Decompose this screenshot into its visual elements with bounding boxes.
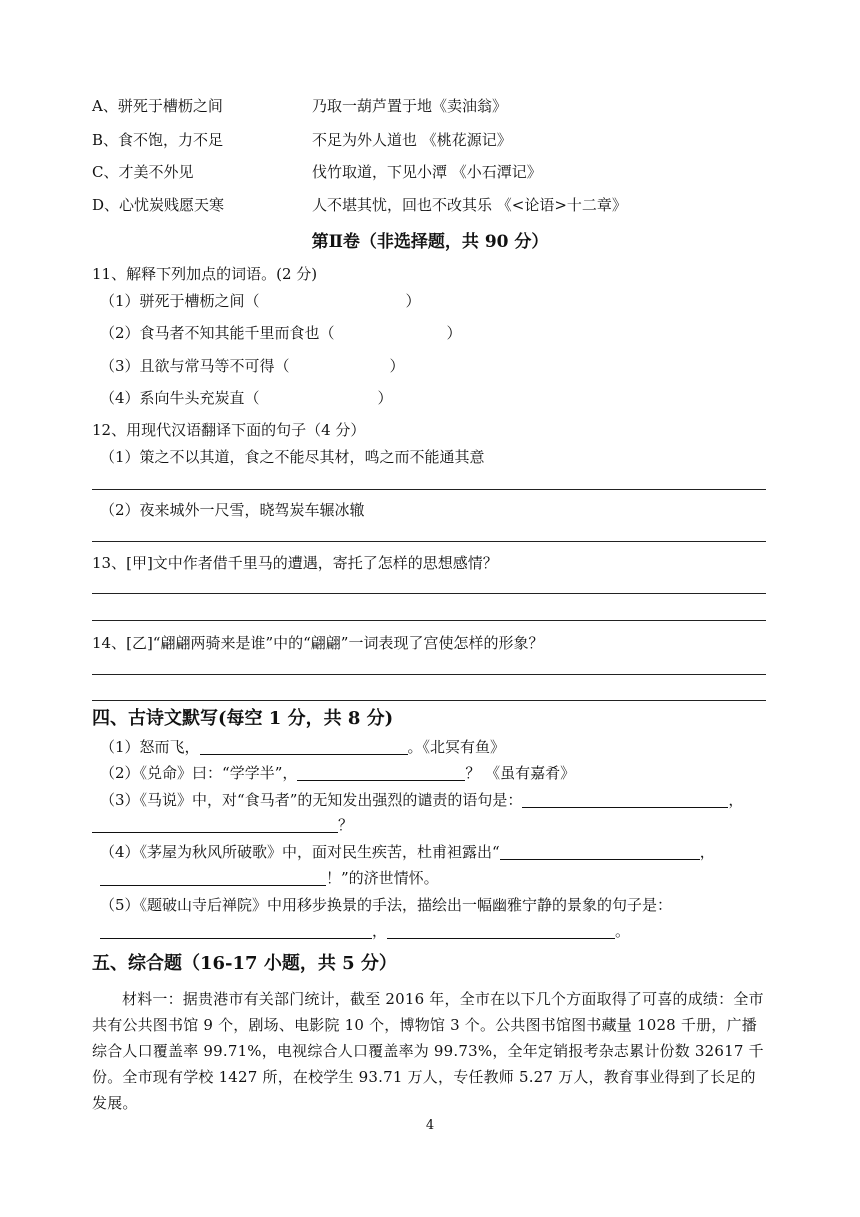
q11-item-4 bbox=[100, 388, 393, 408]
s4-l1-blank[interactable] bbox=[200, 738, 408, 755]
q13-answer-line-2[interactable] bbox=[92, 620, 766, 621]
q11-item-4-close: ） bbox=[377, 389, 393, 407]
q11-item-1-text: （1）骈死于槽枥之间（ bbox=[100, 292, 260, 310]
s4-line-3 bbox=[100, 790, 743, 810]
q12-answer-line-1[interactable] bbox=[92, 489, 766, 490]
option-b-left: B、食不饱，力不足 bbox=[92, 131, 224, 149]
s4-l5-blank-2[interactable] bbox=[387, 922, 615, 939]
s4-l2-suffix: ？ 《虽有嘉肴》 bbox=[465, 764, 576, 782]
q12-answer-line-2[interactable] bbox=[92, 541, 766, 542]
s4-line-5: （5）《题破山寺后禅院》中用移步换景的手法，描绘出一幅幽雅宁静的景象的句子是： bbox=[100, 896, 673, 914]
q13-stem: 13、[甲]文中作者借千里马的遭遇，寄托了怎样的思想感情？ bbox=[92, 554, 498, 572]
s4-l5-comma: ， bbox=[372, 922, 388, 940]
q11-item-1 bbox=[100, 291, 421, 311]
s4-line-3b bbox=[92, 815, 353, 835]
option-c-left: C、才美不外见 bbox=[92, 163, 194, 181]
q11-item-2-close: ） bbox=[446, 324, 462, 342]
material-1-paragraph: 材料一：据贵港市有关部门统计，截至 2016 年，全市在以下几个方面取得了可喜的成绩：全市共有公共图书馆 9 个，剧场、电影院 10 个，博物馆 3 个。公共图书馆图书藏量 1028 千册，广播综合人口覆盖率 99.71%，电视综合人口覆盖率为 99.73%，全年定销报考杂志累计份数 32617 千份。全市现有学校 1427 所，在校学生 93.71 万人，专任教师 5.27 万人，教育事业得到了长足的发展。 bbox=[92, 990, 764, 1112]
part2-title: 第Ⅱ卷（非选择题，共 90 分） bbox=[311, 232, 549, 252]
s4-l4-blank-1[interactable] bbox=[500, 843, 700, 860]
s4-line-1 bbox=[100, 737, 505, 757]
s4-l4-end: ！”的济世情怀。 bbox=[326, 869, 439, 887]
s4-l4-prefix: （4）《茅屋为秋风所破歌》中，面对民生疾苦，杜甫袒露出“ bbox=[100, 843, 500, 861]
s4-l4-comma: ， bbox=[699, 843, 715, 861]
option-d-left: D、心忧炭贱愿天寒 bbox=[92, 196, 225, 214]
q11-item-2-text: （2）食马者不知其能千里而食也（ bbox=[100, 324, 335, 342]
q11-item-2 bbox=[100, 323, 462, 343]
s4-l2-blank[interactable] bbox=[297, 764, 465, 781]
section5-title: 五、综合题（16-17 小题，共 5 分） bbox=[92, 953, 397, 974]
s4-l3-prefix: （3）《马说》中，对“食马者”的无知发出强烈的谴责的语句是： bbox=[100, 791, 523, 809]
s4-l3-blank-1[interactable] bbox=[522, 791, 728, 808]
s4-line-4 bbox=[100, 842, 715, 862]
option-d-right: 人不堪其忧，回也不改其乐 《<论语>十二章》 bbox=[312, 196, 627, 214]
q11-item-3 bbox=[100, 356, 405, 376]
s4-l3-comma: ， bbox=[728, 791, 744, 809]
q14-stem: 14、[乙]“翩翩两骑来是谁”中的“翩翩”一词表现了宫使怎样的形象？ bbox=[92, 634, 544, 652]
s4-l5-blank-1[interactable] bbox=[100, 922, 372, 939]
q11-item-1-close: ） bbox=[405, 292, 421, 310]
q12-stem: 12、用现代汉语翻译下面的句子（4 分） bbox=[92, 421, 366, 439]
q14-answer-line-1[interactable] bbox=[92, 674, 766, 675]
s4-l2-prefix: （2）《兑命》曰：“学学半”， bbox=[100, 764, 298, 782]
q12-item-1: （1）策之不以其道，食之不能尽其材，鸣之而不能通其意 bbox=[100, 448, 485, 466]
q11-item-3-close: ） bbox=[389, 357, 405, 375]
q12-item-2: （2）夜来城外一尺雪，晓驾炭车辗冰辙 bbox=[100, 501, 365, 519]
s4-l3-blank-2[interactable] bbox=[92, 816, 338, 833]
section4-title: 四、古诗文默写(每空 1 分，共 8 分) bbox=[92, 708, 394, 729]
page-number: 4 bbox=[425, 1118, 435, 1133]
option-a-right: 乃取一葫芦置于地《卖油翁》 bbox=[312, 97, 508, 115]
s4-line-5b bbox=[100, 921, 630, 941]
s4-line-2 bbox=[100, 763, 575, 783]
s4-l1-prefix: （1）怒而飞， bbox=[100, 738, 200, 756]
s4-line-4b bbox=[100, 868, 439, 888]
option-b-right: 不足为外人道也 《桃花源记》 bbox=[312, 131, 512, 149]
option-a-left: A、骈死于槽枥之间 bbox=[92, 97, 223, 115]
s4-l5-end: 。 bbox=[615, 922, 631, 940]
s4-l4-blank-2[interactable] bbox=[100, 869, 326, 886]
s4-l1-suffix: 。《北冥有鱼》 bbox=[407, 738, 506, 756]
q11-item-4-text: （4）系向牛头充炭直（ bbox=[100, 389, 260, 407]
option-c-right: 伐竹取道，下见小潭 《小石潭记》 bbox=[312, 163, 542, 181]
q13-answer-line-1[interactable] bbox=[92, 593, 766, 594]
q11-item-3-text: （3）且欲与常马等不可得（ bbox=[100, 357, 290, 375]
s4-l3-end: ？ bbox=[338, 816, 354, 834]
q14-answer-line-2[interactable] bbox=[92, 700, 766, 701]
q11-stem: 11、解释下列加点的词语。(2 分) bbox=[92, 265, 318, 283]
